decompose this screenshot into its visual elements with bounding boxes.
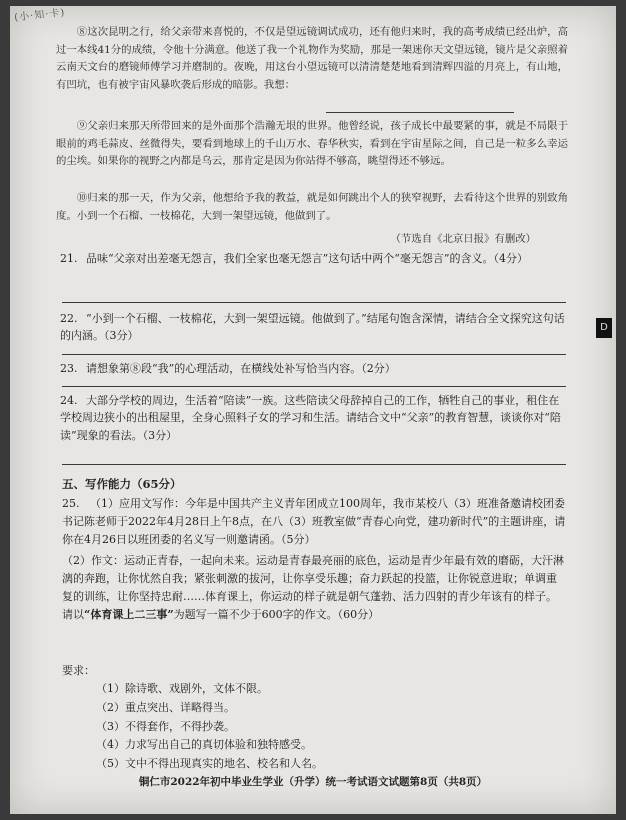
answer-line-q23 — [326, 112, 514, 113]
q25-part1: （1）应用文写作：今年是中国共产主义青年团成立100周年，我市某校八（3）班准备邀请校团委书记陈老师于2022年4月28日上午8点，在八（3）班教室做“青春心向党，建功新时代”的主题讲座，请你在4月26日以班团委的名义写一则邀请函。（5分） — [62, 497, 566, 547]
requirements-title: 要求： — [62, 664, 95, 677]
answer-line-q24 — [62, 464, 566, 465]
question-24 — [60, 392, 570, 444]
requirement-item: （5）文中不得出现真实的地名、校名和人名。 — [96, 757, 323, 771]
page-footer: 铜仁市2022年初中毕业生学业（升学）统一考试语文试题第8页（共8页） — [138, 776, 488, 788]
exam-page — [10, 6, 616, 814]
question-number: 21. — [60, 252, 78, 265]
requirement-item: （3）不得套作，不得抄袭。 — [96, 719, 235, 733]
requirement-item: （1）除诗歌、戏剧外，文体不限。 — [96, 682, 268, 695]
side-tab-marker: D — [596, 318, 612, 338]
q25-essay-title: “体育课上二三事” — [84, 608, 174, 622]
requirement-item: （4）力求写出自己的真切体验和独特感受。 — [96, 738, 312, 752]
question-21 — [60, 250, 570, 267]
question-text: “小到一个石榴、一枝棉花，大到一架望远镜。他做到了。”结尾句饱含深情，请结合全文探究这句话的内涵。（3分） — [60, 312, 565, 343]
question-22 — [60, 310, 570, 345]
passage-paragraph-10: ⑩归来的那一天，作为父亲，他想给予我的教益，就是如何跳出个人的狭窄视野，去看待这个世界的别致角度。小到一个石榴、一枝棉花，大到一架望远镜，他做到了。 — [56, 192, 568, 222]
passage-source: （节选自《北京日报》有删改） — [390, 233, 536, 245]
corner-scribble: (小·知·卡) — [13, 7, 66, 24]
question-number: 25. — [62, 497, 80, 510]
question-23 — [60, 360, 570, 377]
passage-paragraph-9: ⑨父亲归来那天所带回来的是外面那个浩瀚无垠的世界。他曾经说，孩子成长中最要紧的事，就是不局限于眼前的鸡毛蒜皮、丝微得失，要看到地球上的千山万水、春华秋实，看到在宇宙星际之间，自己是一粒多么幸运的尘埃。如果你的视野之内都是乌云，那肯定是因为你站得不够高，眺望得还不够远。 — [56, 120, 568, 168]
q25-part2-prompt: （2）作文：运动正青春，一起向未来。运动是青春最亮丽的底色，运动是青少年最有效的磨砺，大汗淋漓的奔跑，让你忧然自我；紧张刺激的拔河，让你享受乐趣；奋力跃起的投篮，让你锐意进取；单调重复的训练，让你坚持忠耐……体育课上，你运动的样子就是朝气蓬勃、活力四射的青少年该有的样子。请以 — [62, 553, 564, 622]
answer-line-q22 — [62, 354, 566, 355]
question-25 — [62, 495, 566, 624]
requirements-list — [96, 680, 323, 774]
question-number: 22. — [60, 312, 78, 325]
passage-paragraph-8: ⑧这次昆明之行，给父亲带来喜悦的，不仅是望远镜调试成功，还有他归来时，我的高考成绩已经出炉，高过一本线41分的成绩，令他十分满意。他送了我一个礼物作为奖励，那是一架迷你天文望远镜，镜片是父亲照着云南天文台的磨镜师傅学习并磨制的。夜晚，用这台小望远镜可以清清楚楚地看到清辉四溢的月亮上，有山地，有凹坑，也有被宇宙风暴吹袭后形成的暗影。我想： — [56, 26, 568, 91]
question-number: 24. — [60, 394, 78, 407]
q25-part2-tail: 为题写一篇不少于600字的作文。（60分） — [173, 608, 380, 622]
requirement-item: （2）重点突出、详略得当。 — [96, 700, 235, 714]
question-number: 23. — [60, 362, 78, 375]
answer-line-q23b — [62, 386, 566, 387]
question-text: 品味“父亲对出差毫无怨言，我们全家也毫无怨言”这句话中两个“毫无怨言”的含义。（4分） — [86, 252, 528, 265]
question-text: 大部分学校的周边，生活着“陪读”一族。这些陪读父母辞掉自己的工作，牺牲自己的事业，租住在学校周边狭小的出租屋里，全身心照料子女的学习和生活。请结合文中“父亲”的教育智慧，谈谈你对“陪读”现象的看法。（3分） — [60, 394, 561, 442]
question-text: 请想象第⑧段“我”的心理活动，在横线处补写恰当内容。（2分） — [86, 362, 396, 375]
section-title-writing: 五、写作能力（65分） — [62, 477, 182, 491]
answer-line-q21 — [62, 302, 566, 303]
